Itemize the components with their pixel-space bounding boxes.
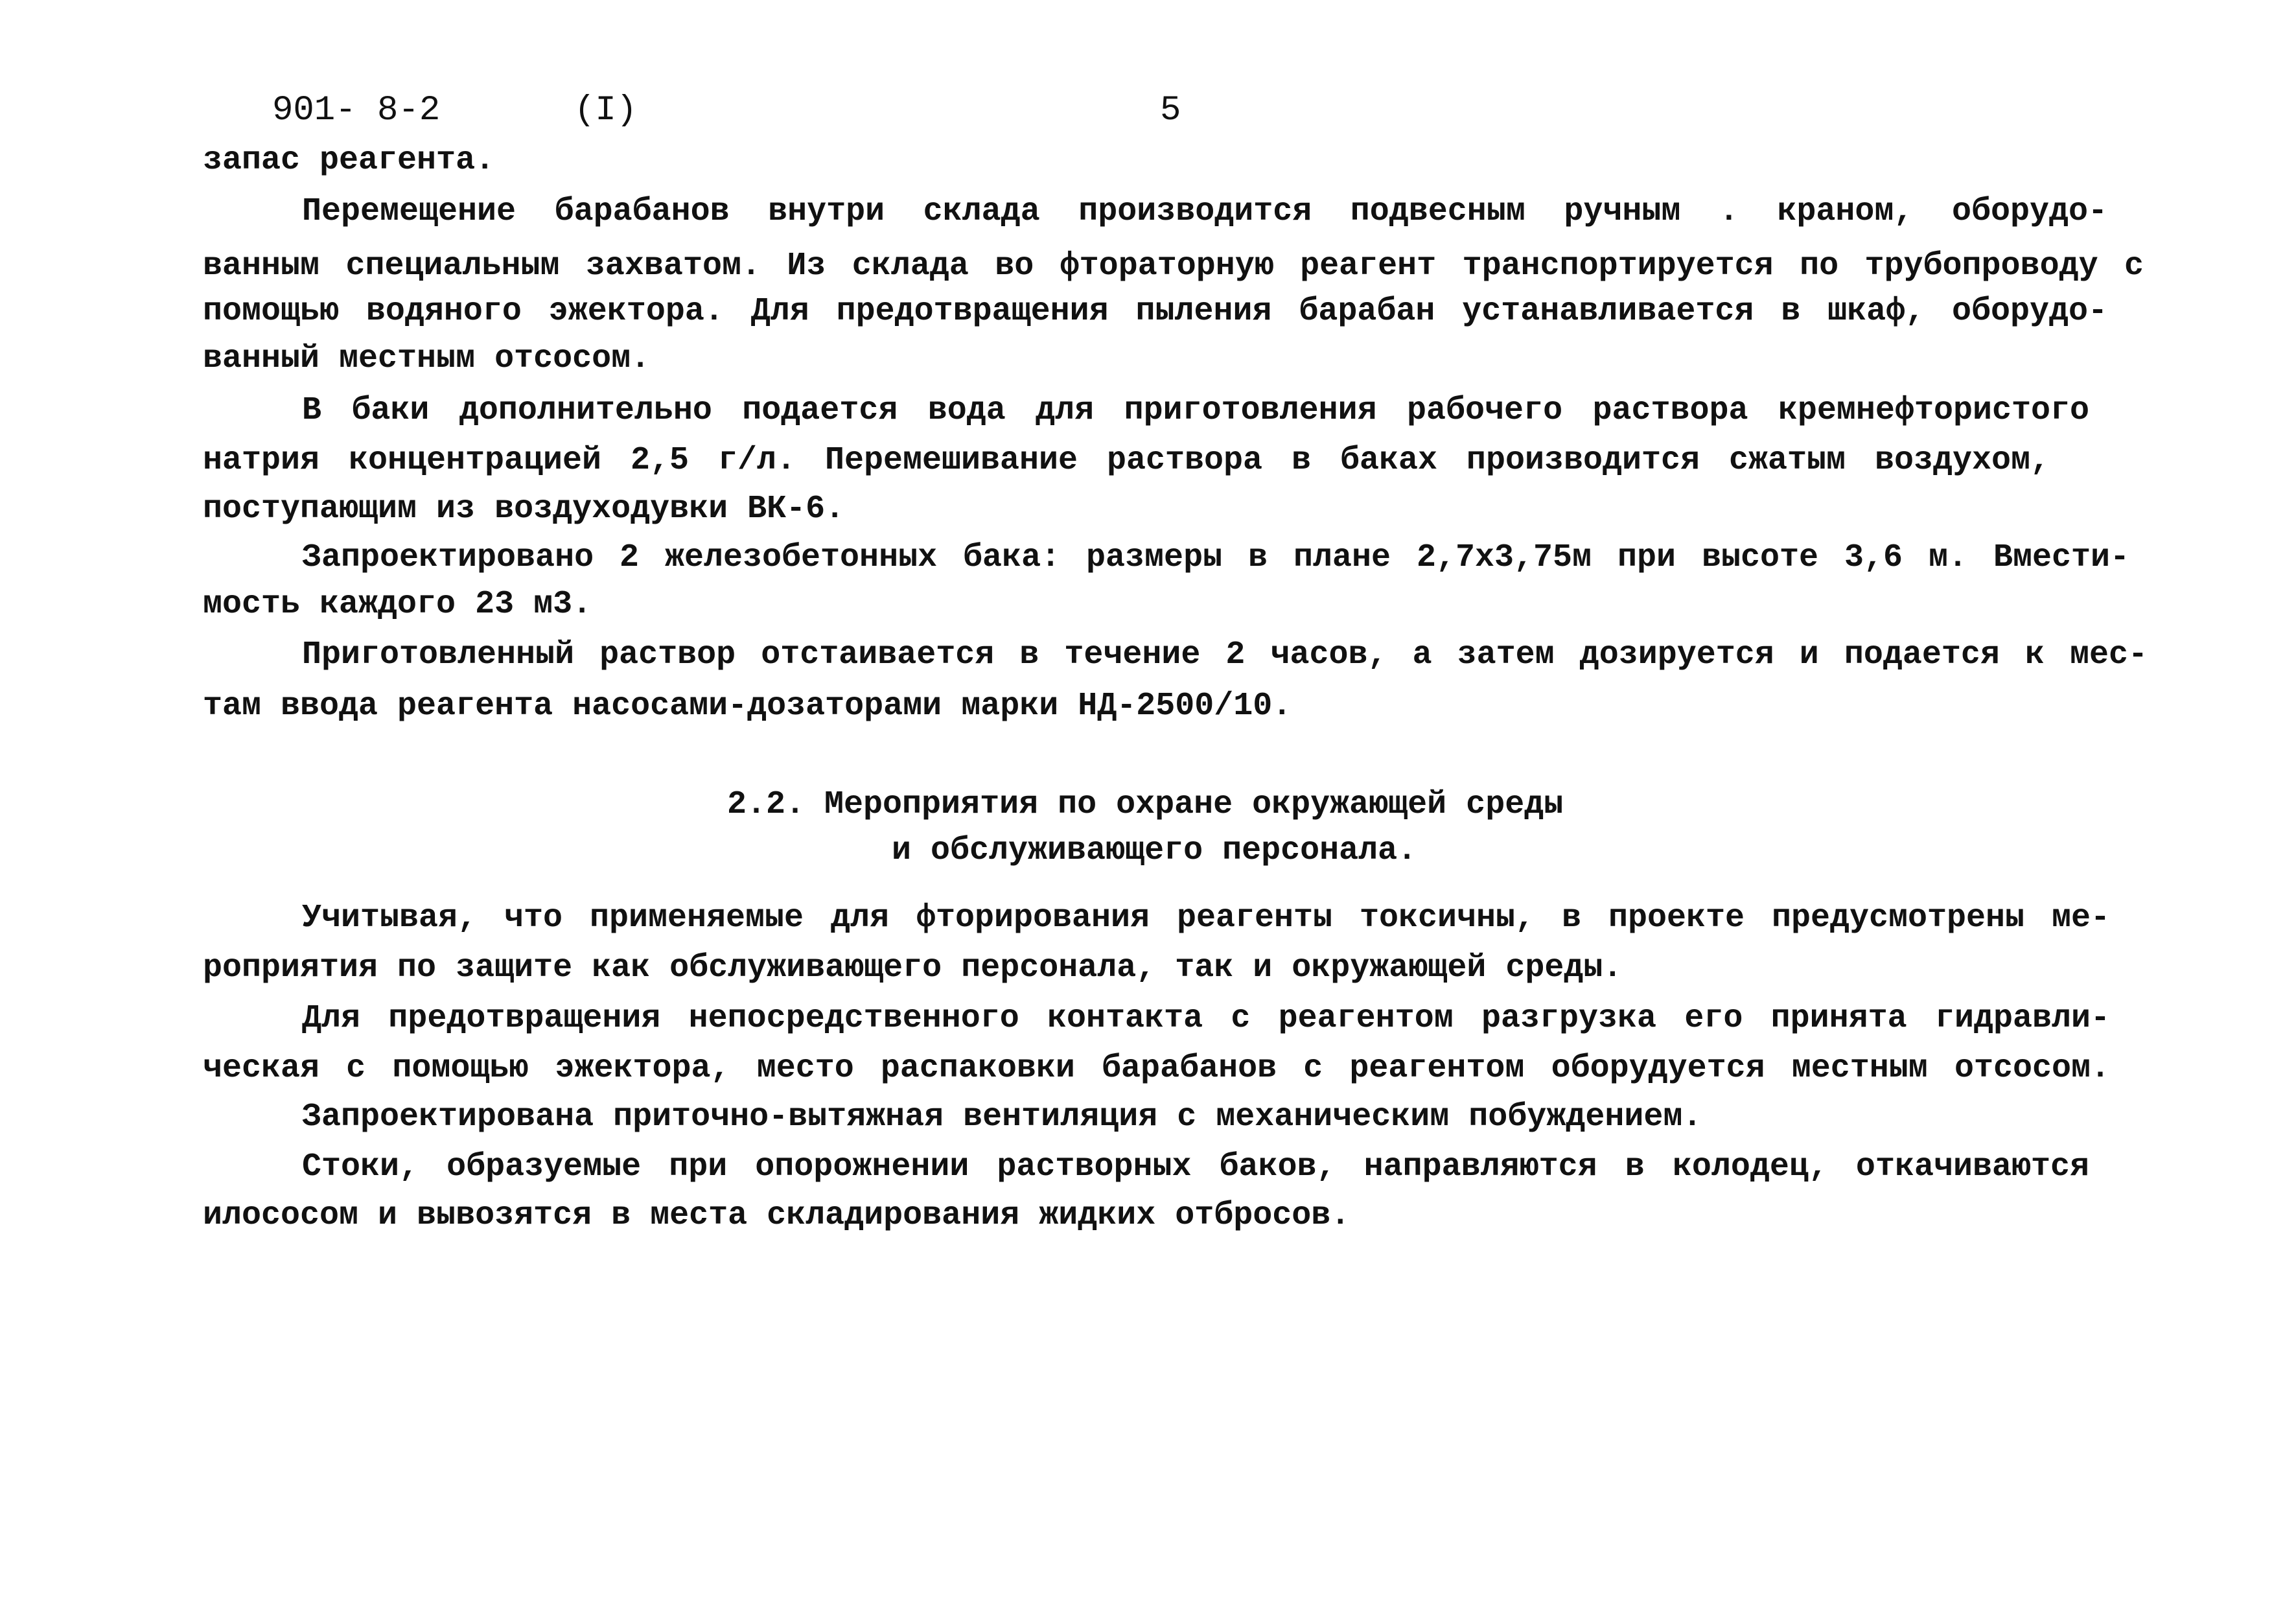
text-line: Приготовленный раствор отстаивается в течение 2 часов, а затем дозируется и подается к мес- xyxy=(302,636,2148,673)
text-line: там ввода реагента насосами-дозаторами марки НД-2500/10. xyxy=(203,688,1292,725)
text-line: Учитывая, что применяемые для фторирования реагенты токсичны, в проекте предусмотрены ме- xyxy=(302,900,2110,937)
text-line: поступающим из воздуходувки ВК-6. xyxy=(203,491,845,528)
text-line: ческая с помощью эжектора, место распаковки барабанов с реагентом оборудуется местным отсосом. xyxy=(203,1050,2110,1087)
text-line: В баки дополнительно подается вода для приготовления рабочего раствора кремнефтористого xyxy=(302,392,2089,429)
text-line: мость каждого 23 м3. xyxy=(203,586,592,623)
section-heading: 2.2. Мероприятия по охране окружающей среды xyxy=(727,786,1564,823)
text-line: илососом и вывозятся в места складирования жидких отбросов. xyxy=(203,1197,1351,1234)
text-line: Стоки, образуемые при опорожнении растворных баков, направляются в колодец, откачиваются xyxy=(302,1148,2089,1185)
text-line: Перемещение барабанов внутри склада производится подвесным ручным . краном, оборудо- xyxy=(302,193,2107,230)
text-line: Запроектировано 2 железобетонных бака: размеры в плане 2,7х3,75м при высоте 3,6 м. Вмести- xyxy=(302,539,2129,576)
page-number: 5 xyxy=(1160,91,1181,130)
text-line: Запроектирована приточно-вытяжная вентиляция с механическим побуждением. xyxy=(302,1099,1702,1136)
text-line: запас реагента. xyxy=(203,142,495,179)
text-line: ванным специальным захватом. Из склада во фтораторную реагент транспортируется по трубопроводу с xyxy=(203,248,2144,285)
volume-number: (I) xyxy=(574,91,638,130)
text-line: ванный местным отсосом. xyxy=(203,340,651,377)
text-line: Для предотвращения непосредственного контакта с реагентом разгрузка его принята гидравли- xyxy=(302,1000,2110,1037)
text-line: помощью водяного эжектора. Для предотвращения пыления барабан устанавливается в шкаф, оборудо- xyxy=(203,293,2107,330)
text-line: натрия концентрацией 2,5 г/л. Перемешивание раствора в баках производится сжатым воздухом, xyxy=(203,442,2050,479)
text-line: роприятия по защите как обслуживающего персонала, так и окружающей среды. xyxy=(203,950,1623,986)
section-heading: и обслуживающего персонала. xyxy=(892,832,1417,869)
doc-code: 901- 8-2 xyxy=(272,91,441,130)
